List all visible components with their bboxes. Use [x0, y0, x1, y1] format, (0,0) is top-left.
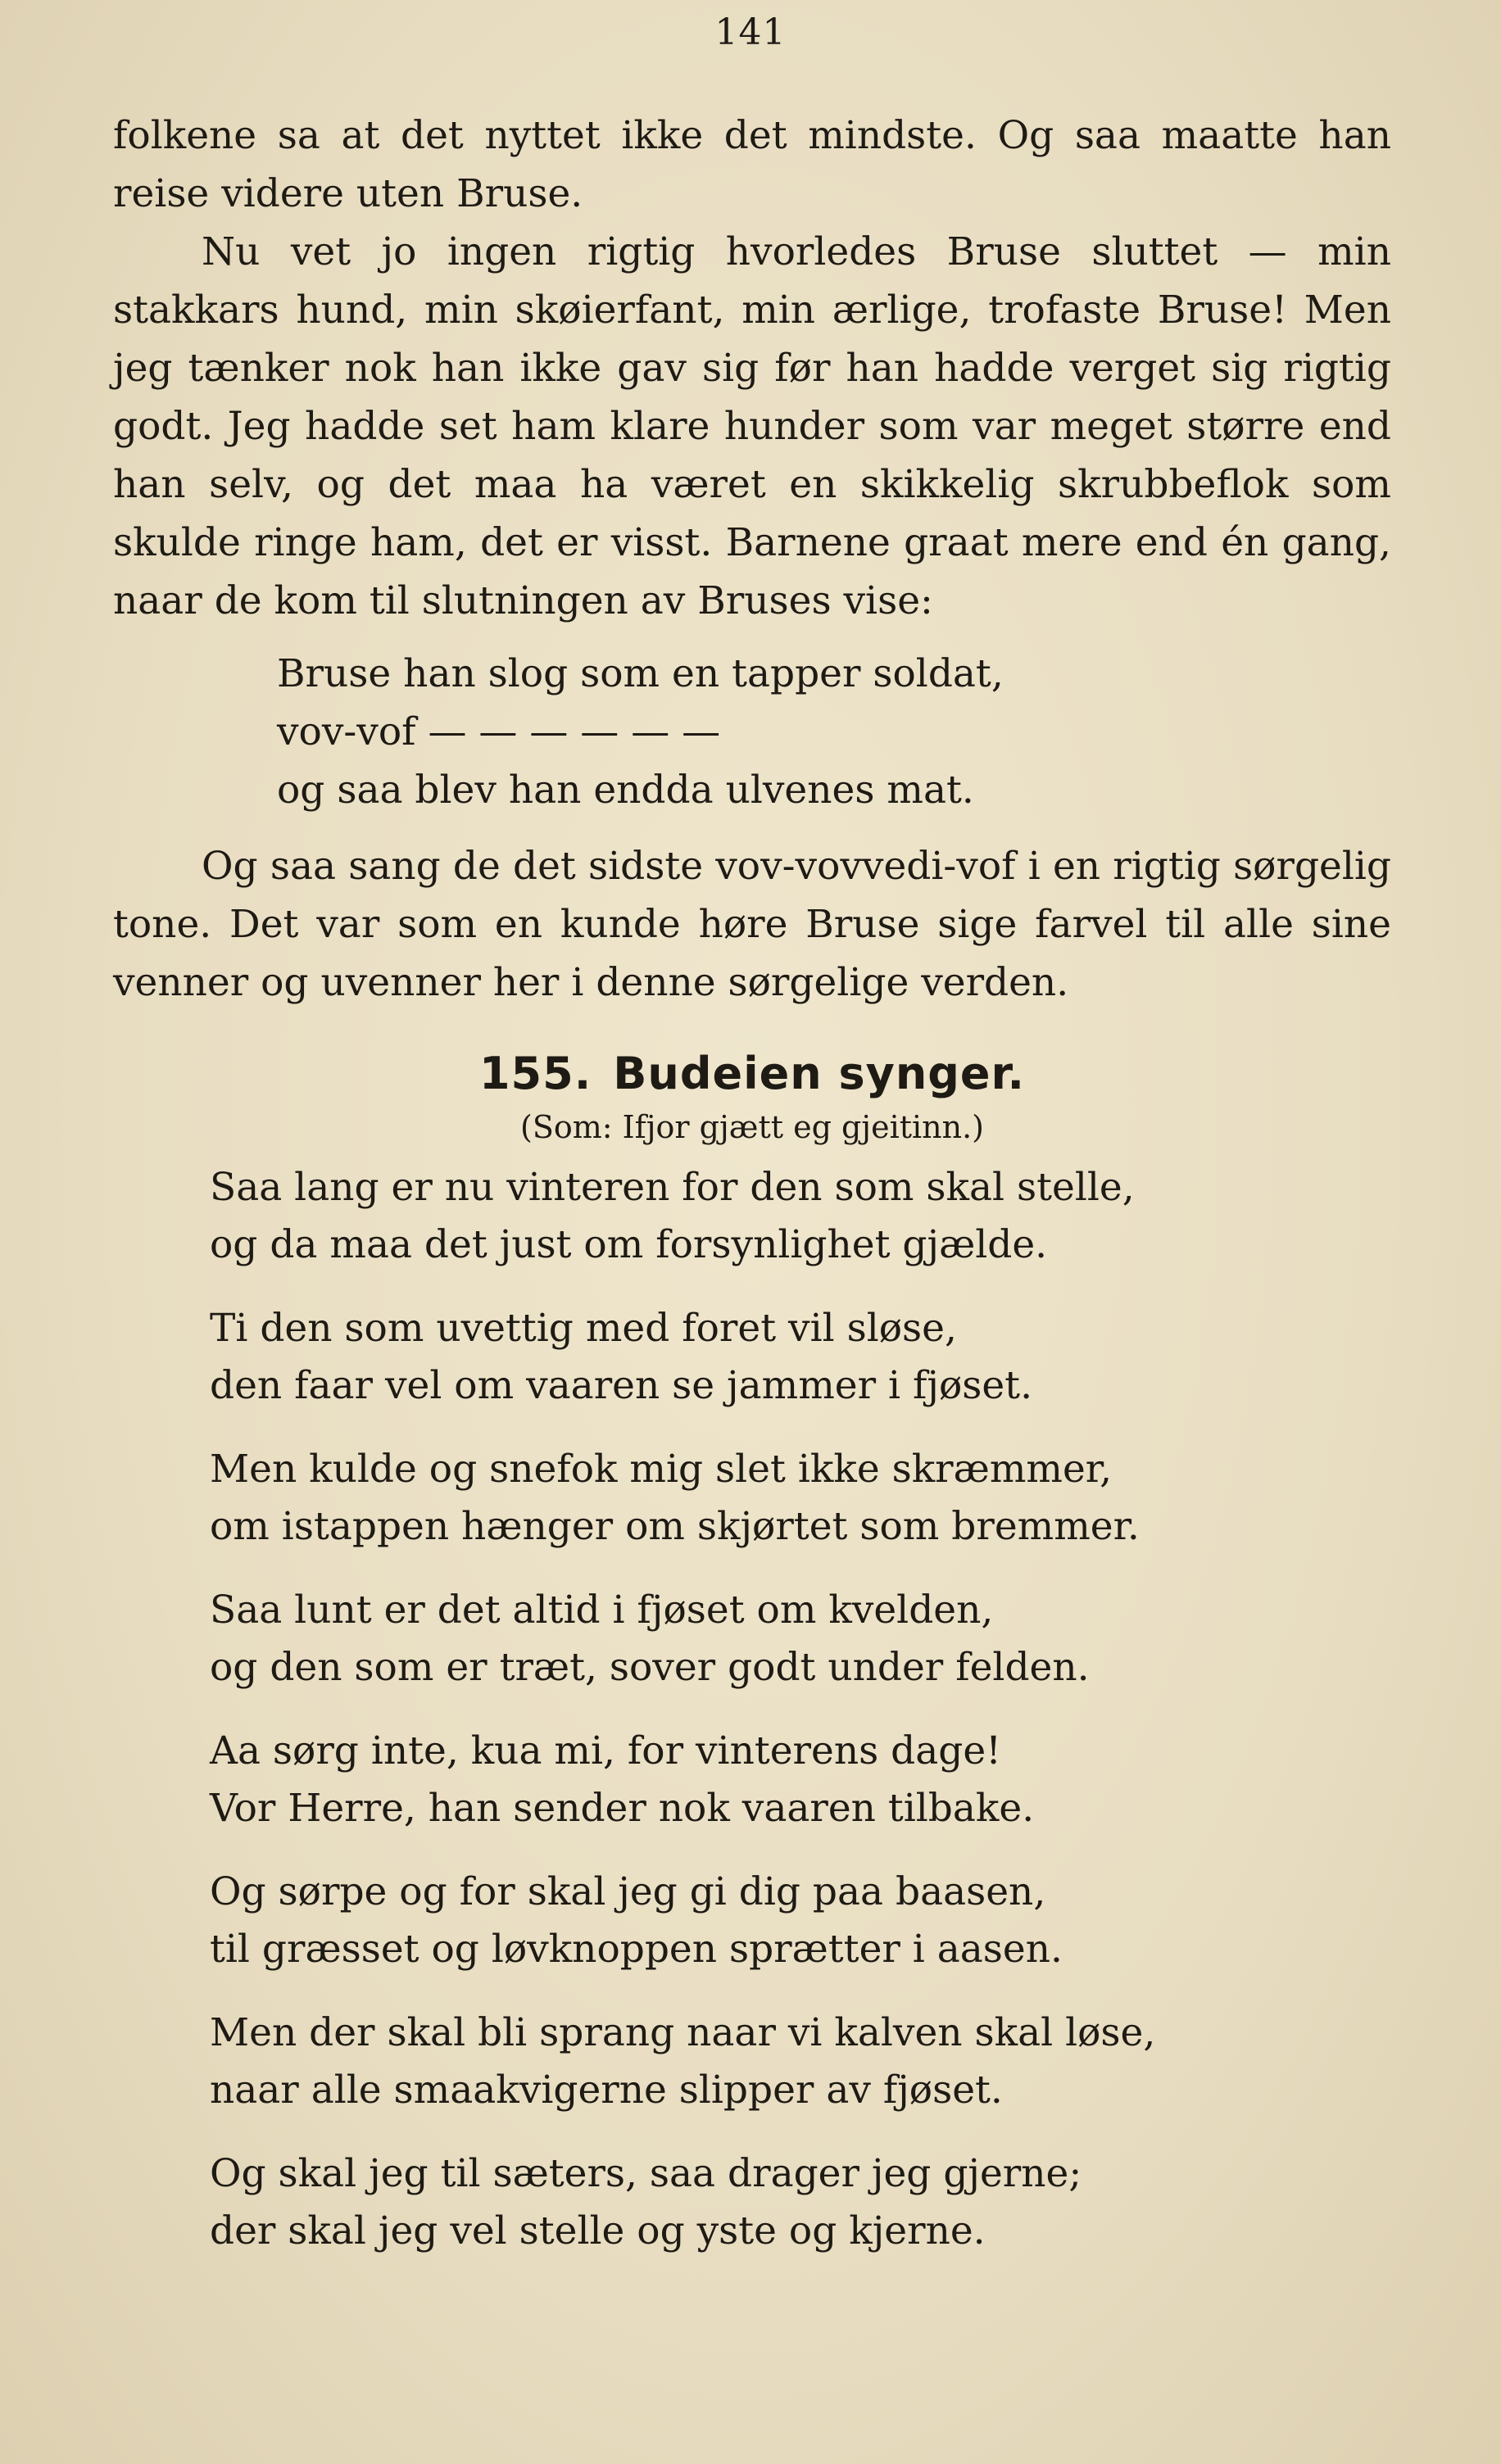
paragraph: Og saa sang de det sidste vov-vovvedi-vof i en rigtig sørgelig tone. Det var som en kunde høre Bruse sige farvel til alle sine venner og uvenner her i denne sørgelige verden. — [113, 844, 1391, 1005]
paragraph: folkene sa at det nyttet ikke det mindste. Og saa maatte han reise videre uten Bruse. — [113, 113, 1391, 216]
stanza — [210, 1300, 1391, 1415]
stanza-line: Aa sørg inte, kua mi, for vinterens dage! — [210, 1728, 1002, 1773]
page-number: 141 — [714, 11, 787, 53]
stanza-line: naar alle smaakvigerne slipper av fjøset. — [210, 2068, 1003, 2113]
stanza-line: den faar vel om vaaren se jammer i fjøset. — [210, 1363, 1033, 1408]
stanza-line: og da maa det just om forsynlighet gjælde. — [210, 1222, 1048, 1267]
stanza — [210, 2004, 1391, 2119]
stanza — [210, 1441, 1391, 1556]
song-tune: (Som: Ifjor gjætt eg gjeitinn.) — [520, 1109, 984, 1145]
verse-line: vov-vof — — — — — — — [277, 709, 721, 754]
stanza-line: Vor Herre, han sender nok vaaren tilbake. — [210, 1786, 1035, 1831]
song-number: 155. — [478, 1048, 592, 1099]
stanza-line: Saa lunt er det altid i fjøset om kvelden, — [210, 1588, 994, 1633]
verse-line: Bruse han slog som en tapper soldat, — [277, 651, 1004, 696]
song-title: Budeien synger. — [613, 1048, 1025, 1099]
paragraph: Nu vet jo ingen rigtig hvorledes Bruse sluttet — min stakkars hund, min skøierfant, min ærlige, trofaste Bruse! Men jeg tænker nok han ikke gav sig før han hadde verget sig rigtig godt. Jeg hadde set ham klare hunder som var meget større end han selv, og det maa ha været en skikkelig skrubbeflok som skulde ringe ham, det er visst. Barnene graat mere end én gang, naar de kom til slutningen av Bruses vise: — [113, 229, 1391, 623]
song-heading — [113, 1046, 1391, 1102]
stanza-line: og den som er træt, sover godt under felden. — [210, 1645, 1090, 1690]
stanza-line: Men der skal bli sprang naar vi kalven skal løse, — [210, 2010, 1156, 2055]
stanza-line: Men kulde og snefok mig slet ikke skræmmer, — [210, 1447, 1113, 1492]
stanza — [210, 1159, 1391, 1274]
stanza — [210, 2145, 1391, 2260]
closing-section — [113, 837, 1391, 1012]
stanza — [210, 1723, 1391, 1837]
dog-verse — [277, 645, 1391, 819]
song-body — [210, 1159, 1391, 2260]
stanza-line: der skal jeg vel stelle og yste og kjerne. — [210, 2208, 986, 2253]
stanza-line: Ti den som uvettig med foret vil sløse, — [210, 1306, 957, 1351]
stanza-line: til græsset og løvknoppen sprætter i aasen. — [210, 1927, 1063, 1972]
prose-section — [113, 106, 1391, 630]
stanza — [210, 1582, 1391, 1696]
stanza — [210, 1864, 1391, 1978]
stanza-line: om istappen hænger om skjørtet som bremmer. — [210, 1504, 1140, 1549]
stanza-line: Og skal jeg til sæters, saa drager jeg gjerne; — [210, 2151, 1082, 2196]
stanza-line: Og sørpe og for skal jeg gi dig paa baasen, — [210, 1869, 1046, 1914]
text-column — [113, 106, 1391, 2286]
stanza-line: Saa lang er nu vinteren for den som skal stelle, — [210, 1165, 1135, 1210]
verse-line: og saa blev han endda ulvenes mat. — [277, 768, 974, 813]
